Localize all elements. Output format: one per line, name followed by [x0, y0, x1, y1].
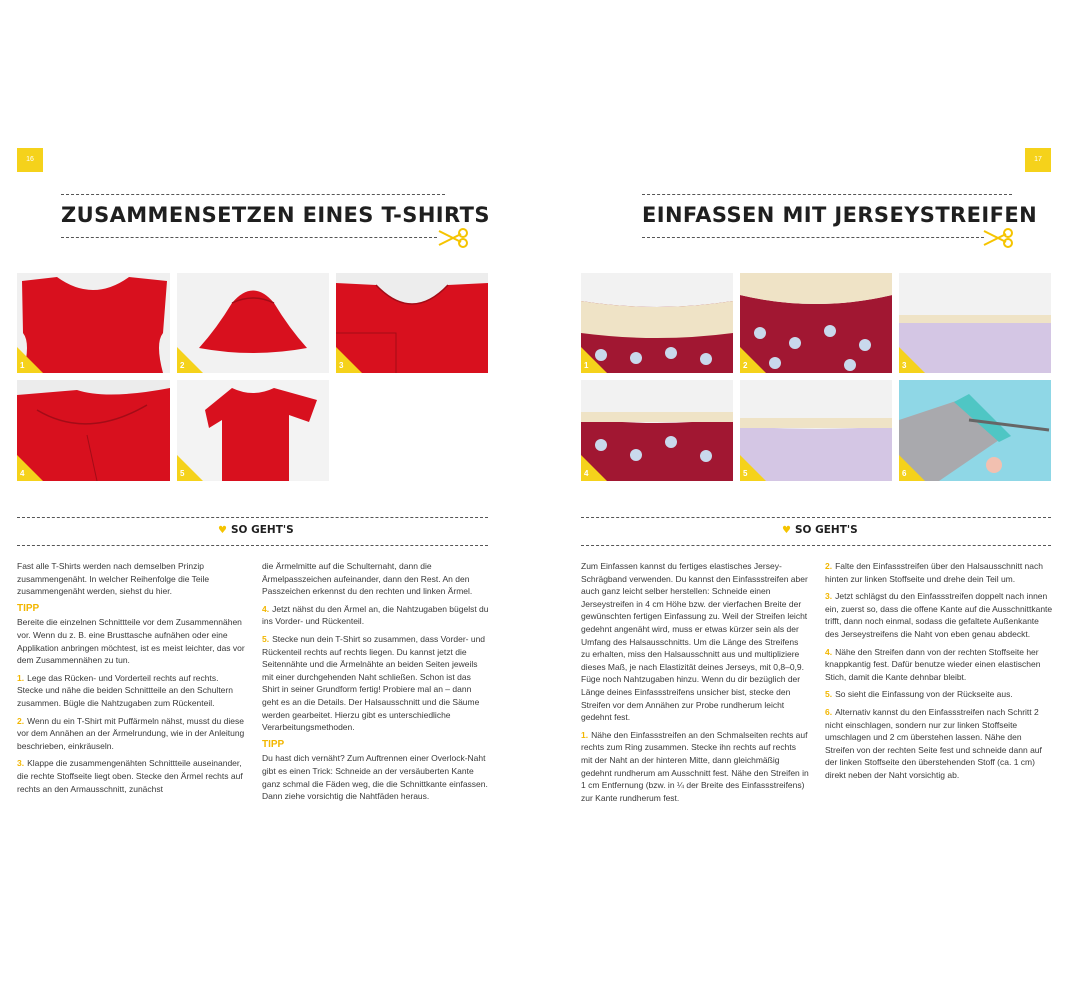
tipp-text: Du hast dich vernäht? Zum Auftrennen einer Overlock-Naht gibt es einen Trick: Schneide an der versäuberten Kante ganz schmal die Fäden weg, die die Schnittkante einfassen. Dann ziehe vorsichtig die Nahtfäden heraus. [262, 753, 488, 802]
section-heading [782, 524, 858, 536]
heart-icon: ♥ [782, 525, 791, 536]
step-4: 4. Nähe den Streifen dann von der rechten Stoffseite her knappkantig fest. Dafür benutze wieder einen elastischen Stich, damit die Kante dehnbar bleibt. [825, 646, 1041, 682]
step-photo-2 [740, 273, 892, 373]
photo-number: 3 [902, 361, 907, 370]
step-photo-3 [336, 273, 488, 373]
text-column-1 [581, 560, 809, 809]
text-column-2 [262, 560, 490, 808]
photo-number: 2 [180, 361, 185, 370]
scissors-icon [982, 225, 1014, 251]
step-5: 5. So sieht die Einfassung von der Rückseite aus. [825, 689, 1013, 700]
tipp-label: TIPP [17, 602, 40, 614]
section-rule-top [17, 517, 488, 518]
step-1: 1. Nähe den Einfassstreifen an den Schmalseiten rechts auf rechts zum Ring zusammen. Stecke ihn rechts auf rechts mit der Naht an der hinteren Mitte, dann gleichmäßig gedehnt rundherum am Ausschnitt fest. Nähe den Streifen in 1 cm Entfernung (bzw. in ¼ der Breite des Einfassstreifens) zur Kante rundherum fest. [581, 729, 809, 803]
tipp-label: TIPP [262, 738, 285, 750]
photo-number: 3 [339, 361, 344, 370]
section-rule-top [581, 517, 1051, 518]
text-column-2 [825, 560, 1053, 787]
step-5: 5. Stecke nun dein T-Shirt so zusammen, dass Vorder- und Rückenteil rechts auf rechts liegen. Du kannst jetzt die Seitennähte und die Ärmelnähte an beiden Seiten jeweils mit einer durchgehenden Naht schließen. Schon ist das Shirt in seiner Grundform fertig! Probiere mal an – dann geht es an die Details. Der Halsausschnitt und die Säume werden gearbeitet. Hierzu gibt es unterschiedliche Verarbeitungsmethoden. [262, 633, 486, 733]
section-heading-label: SO GEHT'S [230, 524, 294, 536]
title-rule-bottom [642, 237, 984, 238]
step-photo-5 [177, 380, 329, 481]
page-number: 16 [17, 148, 43, 172]
photo-number: 4 [584, 469, 589, 478]
intro-paragraph: Zum Einfassen kannst du fertiges elastisches Jersey-Schrägband verwenden. Du kannst den Einfassstreifen aber auch ganz leicht selber herstellen: Schneide einen Jerseystreifen in 4 cm Höhe bzw. der vierfachen Breite der gewünschten fertigen Einfassung zu. Weil der Streifen leicht gedehnt angenäht wird, muss er etwas kürzer sein als der Umfang des Halsausschnitts. Um die Länge des Streifens zu erhalten, miss den Halsausschnitt aus und multipliziere dieses Maß, je nach Elastizität deines Jerseys, mit 0,8–0,9. Füge noch Nahtzugaben hinzu. Wenn du dir bezüglich der Länge deines Einfassstreifens unsicher bist, stecke den Streifen vor dem Annähen zur Probe rundherum leicht gedehnt fest. [581, 561, 808, 723]
step-photo-4 [581, 380, 733, 481]
step-photo-6 [899, 380, 1051, 481]
step-photo-1 [17, 273, 170, 373]
step-photo-4 [17, 380, 170, 481]
step-1: 1. Lege das Rücken- und Vorderteil rechts auf rechts. Stecke und nähe die beiden Schnittteile an den Schultern zusammen. Bügle die Nahtzugaben zum Rückenteil. [17, 672, 233, 708]
text-column-1 [17, 560, 245, 800]
section-heading-label: SO GEHT'S [794, 524, 858, 536]
photo-number: 5 [180, 469, 185, 478]
title-rule-bottom [61, 237, 437, 238]
step-photo-5 [740, 380, 892, 481]
photo-number: 4 [20, 469, 25, 478]
section-heading [218, 524, 294, 536]
right-page [535, 0, 1070, 991]
tipp-text: Bereite die einzelnen Schnittteile vor dem Zusammennähen vor. Wenn du z. B. eine Brusttasche aufnähen oder eine Applikation anbringen möchtest, ist es meist leichter, das vor dem Zusammennähen zu tun. [17, 617, 245, 666]
photo-number: 5 [743, 469, 748, 478]
step-photo-3 [899, 273, 1051, 373]
section-rule-bottom [581, 545, 1051, 546]
page-title: ZUSAMMENSETZEN EINES T-SHIRTS [61, 203, 490, 227]
section-rule-bottom [17, 545, 488, 546]
heart-icon: ♥ [218, 525, 227, 536]
step-6: 6. Alternativ kannst du den Einfassstreifen nach Schritt 2 nicht einschlagen, sondern nur zur linken Stoffseite umschlagen und 2 cm überstehen lassen. Nähe den Streifen von der rechten Seite fest und schneide dann auf der linken Stoffseite den überstehenden Stoff (ca. 1 cm) direkt neben der Naht vorsichtig ab. [825, 706, 1042, 780]
step-2: 2. Wenn du ein T-Shirt mit Puffärmeln nähst, musst du diese vor dem Annähen an der Ärmelrundung, wie in der Anleitung beschrieben, einkräuseln. [17, 715, 245, 751]
step-3: 3. Klappe die zusammengenähten Schnittteile auseinander, die rechte Stoffseite liegt oben. Stecke den Ärmel rechts auf rechts an den Armausschnitt, zunächst [17, 758, 243, 794]
intro-paragraph: Fast alle T-Shirts werden nach demselben Prinzip zusammengenäht. In welcher Reihenfolge die Teile zusammengenäht werden, siehst du hier. [17, 561, 210, 597]
scissors-icon [437, 225, 469, 251]
title-rule-top [61, 194, 445, 195]
step-2: 2. Falte den Einfassstreifen über den Halsausschnitt nach hinten zur linken Stoffseite und drehe dein Teil um. [825, 561, 1043, 584]
page-number: 17 [1025, 148, 1051, 172]
step-photo-1 [581, 273, 733, 373]
photo-number: 1 [584, 361, 589, 370]
title-rule-top [642, 194, 1012, 195]
step-3: 3. Jetzt schlägst du den Einfassstreifen doppelt nach innen ein, zuerst so, dass die offene Kante auf die Ausschnittkante trifft, dann noch einmal, sodass die gefaltete Außenkante des Jerseystreifens die Naht von eben genau abdeckt. [825, 591, 1053, 639]
step-4: 4. Jetzt nähst du den Ärmel an, die Nahtzugaben bügelst du ins Vorder- und Rückenteil. [262, 603, 489, 627]
page-title: EINFASSEN MIT JERSEYSTREIFEN [642, 203, 1038, 227]
photo-number: 6 [902, 469, 907, 478]
photo-number: 2 [743, 361, 748, 370]
step-3-continued: die Ärmelmitte auf die Schulternaht, dann die Ärmelpasszeichen aufeinander, dann den Rest. An den Passzeichen erkennst du den rechten und linken Ärmel. [262, 561, 473, 597]
step-photo-2 [177, 273, 329, 373]
photo-number: 1 [20, 361, 25, 370]
